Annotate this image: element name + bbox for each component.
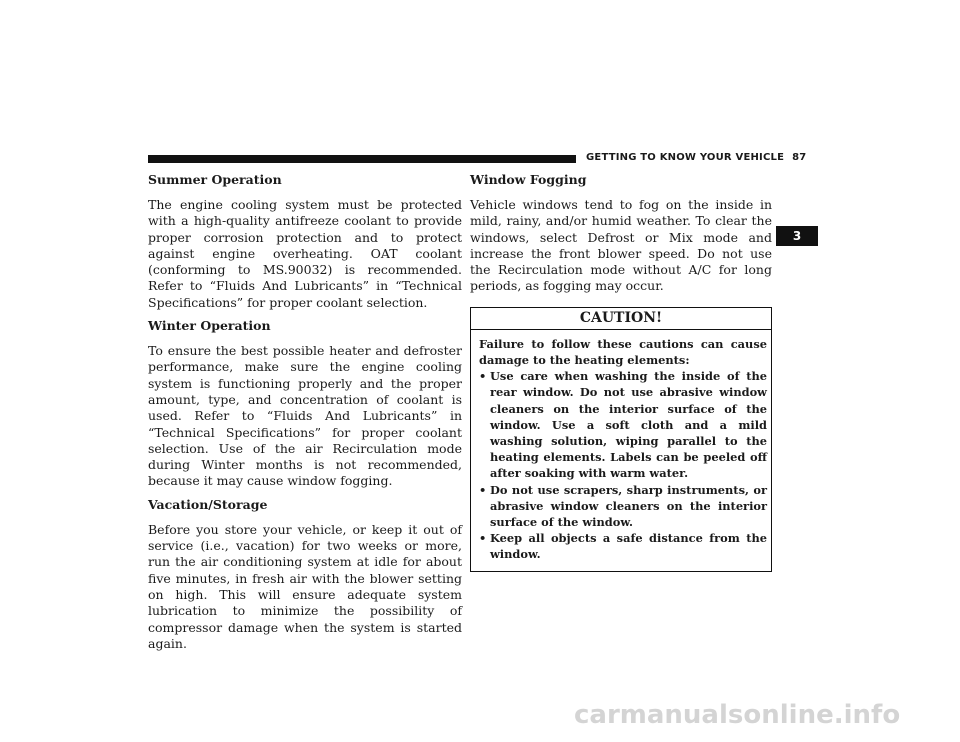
caution-item-text: Keep all objects a safe distance from the window. [490, 531, 767, 562]
window-fogging-text: Vehicle windows tend to fog on the inside in mild, rainy, and/or humid weather. To clear the windows, select Defrost or Mix mode and increase the front blower speed. Do not use the Recirculation mode without A/C for long periods, as fogging may occur. [470, 197, 772, 294]
window-fogging-heading: Window Fogging [470, 172, 587, 187]
vacation-storage-heading: Vacation/Storage [148, 496, 268, 512]
caution-item-text: Do not use scrapers, sharp instruments, or abrasive window cleaners on the interior surface of the window. [490, 482, 767, 530]
vacation-storage-text: Before you store your vehicle, or keep it out of service (i.e., vacation) for two weeks or more, run the air conditioning system at idle for about five minutes, in fresh air with the blower setting on high. This will ensure adequate system lubrication to minimize the possibility of compressor damage when the system is started again. [148, 521, 462, 651]
bullet-icon: • [479, 482, 487, 497]
summer-operation-text: The engine cooling system must be protected with a high-quality antifreeze coolant to provide proper corrosion protection and to protect against engine overheating. OAT coolant (conforming to MS.90032) is recommended. Refer to “Fluids And Lubricants” in “Technical Specifications” for proper coolant selection. [148, 197, 462, 310]
caution-box [470, 307, 772, 572]
caution-body [471, 330, 771, 571]
page-number: 87 [792, 152, 807, 163]
caution-item [479, 368, 767, 481]
header-title: GETTING TO KNOW YOUR VEHICLE [586, 152, 785, 163]
winter-operation-heading: Winter Operation [148, 318, 271, 334]
caution-item-text: Use care when washing the inside of the rear window. Do not use abrasive window cleaners on the interior surface of the window. Use a soft cloth and a mild washing solution, wiping parallel to the heating elements. Labels can be peeled off after soaking with warm water. [490, 369, 767, 481]
left-column [148, 172, 462, 659]
caution-item [479, 482, 767, 531]
caution-title: CAUTION! [471, 308, 771, 330]
watermark: carmanualsonline.info [574, 700, 901, 730]
header-rule [148, 155, 576, 163]
chapter-tab: 3 [776, 226, 818, 246]
caution-list [479, 368, 767, 562]
running-header [586, 152, 807, 163]
bullet-icon: • [479, 369, 487, 384]
bullet-icon: • [479, 531, 487, 546]
summer-operation-heading: Summer Operation [148, 172, 282, 187]
caution-intro: Failure to follow these cautions can cause damage to the heating elements: [479, 336, 767, 367]
right-column [470, 172, 772, 572]
winter-operation-text: To ensure the best possible heater and defroster performance, make sure the engine cooling system is functioning properly and the proper amount, type, and concentration of coolant is used. Refer to “Fluids And Lubricants” in “Technical Specifications” for proper coolant selection. Use of the air Recirculation mode during Winter months is not recommended, because it may cause window fogging. [148, 343, 462, 489]
caution-item [479, 530, 767, 562]
